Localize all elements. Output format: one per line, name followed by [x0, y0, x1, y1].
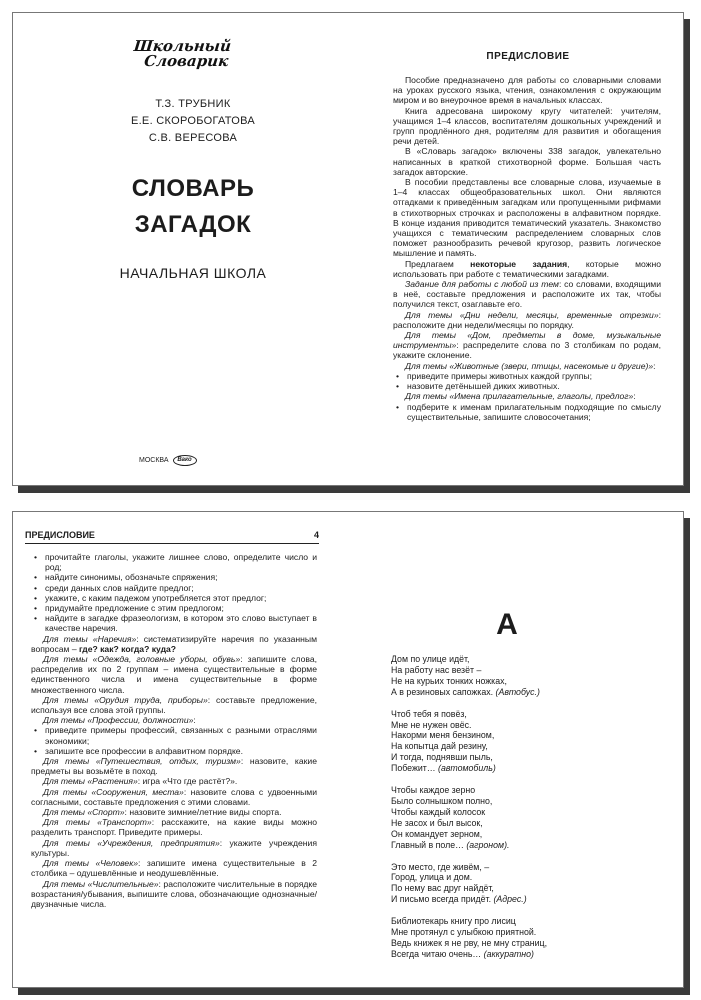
paragraph — [31, 858, 317, 878]
text: : расположите числительные в порядке возрастания/убывания, выпишите слова, обозначающие однозначные/двузначные числа. — [31, 878, 318, 909]
riddle-line: Ведь книжек я не рву, не мну страниц, — [391, 937, 548, 948]
bottom-spread — [12, 511, 684, 988]
riddle-line: Он командует зерном, — [391, 828, 483, 839]
paragraph — [31, 654, 317, 695]
riddle — [391, 709, 547, 774]
topic-label: Для темы «Сооружения, места» — [43, 786, 184, 797]
section-letter: А — [496, 608, 518, 641]
paragraph — [393, 259, 661, 279]
riddle-line: Не засох и был высок, — [391, 817, 483, 828]
riddle-line: По нему вас друг найдёт, — [391, 883, 494, 894]
riddle-line: Было солнышком полно, — [391, 795, 493, 806]
text: : запишите имена существительные в 2 столбика – одушевлённые и неодушевлённые. — [31, 858, 317, 879]
text: : назовите зимние/летние виды спорта. — [124, 807, 282, 818]
paragraph — [31, 787, 317, 807]
list-item: • найдите в загадке фразеологизм, в котором это слово выступает в качестве наречия. — [31, 613, 317, 633]
topic-label: Для темы «Профессии, должности» — [43, 715, 194, 726]
bullet-list — [31, 552, 317, 634]
riddle-line: Не на курьих тонких ножках, — [391, 675, 507, 686]
riddle-line — [391, 763, 547, 774]
paragraph — [393, 330, 661, 361]
running-head-title: ПРЕДИСЛОВИЕ — [25, 530, 95, 540]
text: , которые можно использовать при работе с тематическими загадками. — [393, 258, 661, 279]
riddle-line: Мне протянул с улыбкою приятной. — [391, 927, 537, 938]
page-number: 4 — [313, 530, 319, 540]
list-item: • запишите все профессии в алфавитном порядке. — [31, 746, 317, 756]
riddle-answer: (аккуратно) — [483, 948, 534, 959]
text: : назовите слова с удвоенными согласными, составьте предложения с этими словами. — [31, 786, 318, 807]
paragraph — [393, 310, 661, 330]
riddle-line: Чтобы каждый колосок — [391, 806, 486, 817]
list-item: • укажите, с каким падежом употребляется этот предлог; — [31, 593, 317, 603]
book-title — [13, 171, 373, 243]
bold-text: где? как? когда? куда? — [79, 643, 177, 654]
series-logo — [131, 39, 231, 69]
topic-label: Для темы «Спорт» — [43, 807, 125, 818]
text: : расположите дни недели/месяцы по порядку. — [393, 309, 661, 330]
topic-label: Для темы «Дни недели, месяцы, временные отрезки» — [405, 309, 659, 320]
paragraph — [31, 817, 317, 837]
riddle-line: Библиотекарь книгу про лисиц — [391, 916, 516, 927]
riddle-line: И тогда, поднявши пыль, — [391, 752, 493, 763]
paragraph — [31, 756, 317, 776]
cover-page — [13, 13, 373, 485]
paragraph: Пособие предназначено для работы со словарными словами на уроках русского языка, чтения, ознакомления с окружающим миром и во внеурочное время в начальных классах. — [393, 75, 661, 106]
text: Всегда читаю очень… — [391, 948, 484, 959]
list-item: • среди данных слов найдите предлог; — [31, 583, 317, 593]
text: : составьте предложение, используя все слова этой группы. — [31, 694, 317, 716]
preface-continued-text — [31, 552, 317, 909]
preface-page — [373, 13, 683, 485]
paragraph — [31, 807, 317, 817]
riddle-line: На работу нас везёт – — [391, 664, 482, 675]
series-logo-line: Словарик — [143, 52, 230, 70]
topic-label: Для темы «Путешествия, отдых, туризм» — [43, 756, 241, 767]
topic-label: Задание для работы с любой из тем — [405, 279, 559, 290]
bullet-list — [31, 725, 317, 756]
topic-label: Для темы «Человек» — [43, 858, 139, 869]
riddle — [391, 785, 547, 850]
paragraph — [393, 279, 661, 310]
riddle-line — [391, 840, 547, 851]
riddle-line — [391, 949, 547, 960]
text: Побежит… — [391, 763, 439, 774]
authors — [13, 96, 373, 147]
running-head — [25, 530, 319, 544]
riddle — [391, 916, 547, 960]
text: И письмо всегда придёт. — [391, 894, 494, 905]
book-title-line: ЗАГАДОК — [134, 211, 252, 238]
riddle-answer: (Адрес.) — [493, 894, 527, 905]
author: Е.Е. СКОРОБОГАТОВА — [130, 115, 256, 127]
riddle-list — [391, 654, 547, 971]
book-title-line: СЛОВАРЬ — [131, 175, 255, 202]
bold-text: некоторые задания — [470, 258, 568, 269]
list-item: • подберите к именам прилагательным подходящие по смыслу существительные, запишите словосочетания; — [393, 402, 661, 422]
text: : назовите, какие предметы вы возьмёте в поход. — [31, 756, 317, 777]
list-item: • прочитайте глаголы, укажите лишнее слово, определите число и род; — [31, 552, 317, 572]
riddle — [391, 862, 547, 906]
text: : — [193, 715, 196, 726]
paragraph: В «Словарь загадок» включены 338 загадок, увлекательно написанных в краткой стихотворной форме. Большая часть загадок авторские. — [393, 146, 661, 177]
text: : — [633, 391, 636, 402]
text: : запишите слова, распределив их по 2 группам – имена существительные в форме единственного числа и имена существительные в форме множественного числа. — [31, 654, 317, 695]
list-item: • назовите детёнышей диких животных. — [393, 381, 661, 391]
text: : распределите слова по 3 столбикам по родам, укажите склонение. — [393, 340, 661, 361]
topic-label: Для темы «Учреждения, предприятия» — [43, 837, 220, 848]
riddle-line: Мне не нужен овёс. — [391, 719, 472, 730]
riddle-answer: (Автобус.) — [495, 686, 540, 697]
preface-page-4 — [13, 512, 331, 987]
riddle-line — [391, 687, 547, 698]
bullet-list — [393, 402, 661, 422]
paragraph — [31, 715, 317, 725]
list-item: • найдите синонимы, обозначьте спряжения; — [31, 572, 317, 582]
text: : систематизируйте наречия по указанным вопросам – — [31, 633, 317, 654]
riddle-line: Город, улица и дом. — [391, 872, 473, 883]
top-spread — [12, 12, 684, 486]
bullet-list — [393, 371, 661, 391]
text: Предлагаем — [405, 258, 471, 269]
publisher-city: МОСКВА — [139, 457, 169, 464]
author: Т.З. ТРУБНИК — [155, 98, 231, 110]
list-item: • придумайте предложение с этим предлогом; — [31, 603, 317, 613]
topic-label: Для темы «Растения» — [43, 776, 138, 787]
publisher — [139, 455, 197, 466]
series-logo-line: Школьный — [132, 37, 232, 55]
publisher-logo-icon: Вако — [173, 455, 197, 466]
list-item: • приведите примеры профессий, связанных с разными отраслями экономики; — [31, 725, 317, 745]
paragraph — [393, 361, 661, 371]
topic-label: Для темы «Дом, предметы в доме, музыкальные инструменты» — [393, 330, 661, 351]
riddle-line: Чтоб тебя я повёз, — [391, 708, 467, 719]
riddle-page — [331, 512, 683, 987]
text: : со словами, входящими в неё, составьте предложения и расположите их так, чтобы получился текст, озаглавьте его. — [393, 279, 662, 310]
topic-label: Для темы «Числительные» — [43, 878, 159, 889]
paragraph — [393, 391, 661, 401]
preface-heading: ПРЕДИСЛОВИЕ — [486, 51, 570, 62]
paragraph — [31, 634, 317, 654]
topic-label: Для темы «Орудия труда, приборы» — [43, 694, 208, 705]
topic-label: Для темы «Имена прилагательные, глаголы, предлог» — [405, 391, 634, 402]
topic-label: Для темы «Животные (звери, птицы, насекомые и другие)» — [405, 360, 654, 371]
riddle-line: Накорми меня бензином, — [391, 730, 495, 741]
paragraph: В пособии представлены все словарные слова, изучаемые в 1–4 классах общеобразовательных школ. Они являются отгадками к приведённым загадкам или пропущенными рифмами в стихотворных строчках и расположены в алфавитном порядке. В конце издания приводится тематический указатель. Знакомство учащихся с тематическим распределением словарных слов поможет разнообразить речевой кругозор, развить логическое мышление и память. — [393, 177, 661, 259]
riddle-line: На копытца дай резину, — [391, 741, 488, 752]
riddle-line — [391, 894, 547, 905]
text: : расскажите, на какие виды можно разделить транспорт. Приведите примеры. — [31, 817, 317, 838]
topic-label: Для темы «Одежда, головные уборы, обувь» — [43, 654, 241, 665]
preface-text — [393, 75, 661, 422]
text: А в резиновых сапожках. — [391, 686, 494, 697]
riddle-line: Дом по улице идёт, — [391, 654, 470, 664]
riddle — [391, 654, 547, 698]
topic-label: Для темы «Наречия» — [43, 633, 137, 644]
list-item: • приведите примеры животных каждой группы; — [393, 371, 661, 381]
text: Главный в поле… — [391, 839, 467, 850]
text: : — [653, 360, 656, 371]
paragraph — [31, 776, 317, 786]
riddle-answer: (агроном). — [466, 839, 510, 850]
topic-label: Для темы «Транспорт» — [43, 817, 152, 828]
text: : укажите учреждения культуры. — [31, 837, 317, 858]
riddle-line: Это место, где живём, – — [391, 861, 490, 872]
riddle-answer: (автомобиль) — [438, 763, 496, 774]
school-level: НАЧАЛЬНАЯ ШКОЛА — [119, 265, 267, 281]
author: С.В. ВЕРЕСОВА — [148, 132, 238, 144]
riddle-line: Чтобы каждое зерно — [391, 785, 476, 796]
paragraph — [31, 879, 317, 910]
paragraph — [31, 695, 317, 715]
text: : игра «Что где растёт?». — [137, 776, 238, 787]
paragraph — [31, 838, 317, 858]
paragraph: Книга адресована широкому кругу читателей: учителям, учащимся 1–4 классов, воспитателям дошкольных учреждений и групп продлённого дня, родителям для развития и обогащения речи детей. — [393, 105, 661, 147]
